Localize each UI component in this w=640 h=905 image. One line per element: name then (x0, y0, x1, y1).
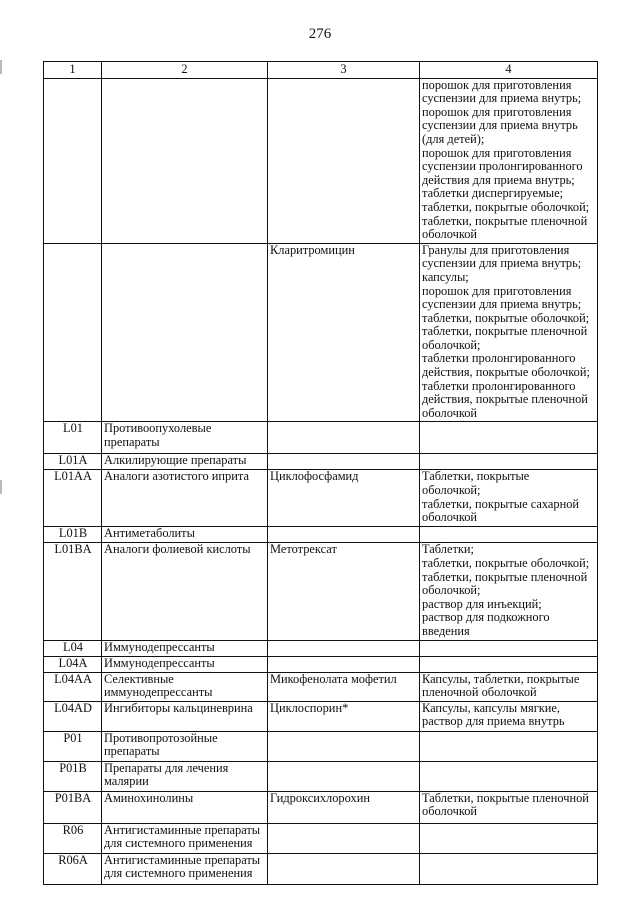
atc-code-cell: R06A (44, 853, 102, 884)
dosage-form-line: Таблетки; (422, 542, 474, 557)
dosage-form-line: действия для приема внутрь; (422, 172, 575, 187)
drug-name-cell: Метотрексат (268, 543, 420, 640)
dosage-form-line: капсулы; (422, 269, 469, 284)
drug-name-cell (268, 761, 420, 791)
group-line: Противопротозойные (104, 730, 218, 745)
table-row (44, 243, 598, 422)
table-row (44, 470, 598, 527)
dosage-form-line: Гранулы для приготовления (422, 242, 570, 257)
group-cell (102, 470, 268, 527)
group-line: малярии (104, 774, 149, 789)
dosage-form-line: оболочкой (422, 227, 478, 242)
dosage-form-line: раствор для подкожного (422, 610, 550, 625)
group-cell (102, 701, 268, 731)
atc-code-cell: L01AA (44, 470, 102, 527)
drug-name-cell: Микофенолата мофетил (268, 672, 420, 701)
header-col-4: 4 (420, 62, 598, 79)
dosage-forms-cell (420, 791, 598, 823)
group-line: Иммунодепрессанты (104, 655, 215, 670)
dosage-form-line: суспензии пролонгированного (422, 159, 583, 174)
atc-code-cell: L04 (44, 640, 102, 656)
group-cell (102, 243, 268, 422)
dosage-form-line: Таблетки, покрытые (422, 469, 530, 484)
dosage-form-line: Таблетки, покрытые пленочной (422, 790, 589, 805)
atc-code-cell: L01A (44, 454, 102, 470)
left-edge-mark-1 (0, 60, 2, 74)
dosage-forms-cell (420, 853, 598, 884)
table-body (44, 78, 598, 884)
group-line: Противоопухолевые (104, 421, 212, 436)
drug-name-cell (268, 731, 420, 761)
dosage-form-line: пленочной оболочкой (422, 685, 537, 700)
atc-code-cell: L01B (44, 527, 102, 543)
atc-code-cell: R06 (44, 823, 102, 853)
group-cell (102, 640, 268, 656)
dosage-form-line: (для детей); (422, 131, 485, 146)
header-col-1: 1 (44, 62, 102, 79)
dosage-form-line: таблетки, покрытые оболочкой; (422, 310, 590, 325)
group-line: Препараты для лечения (104, 760, 229, 775)
group-cell (102, 791, 268, 823)
group-line: Иммунодепрессанты (104, 639, 215, 654)
atc-code-cell: P01 (44, 731, 102, 761)
drug-name-cell (268, 78, 420, 243)
atc-code-cell: L01BA (44, 543, 102, 640)
drug-name-cell (268, 853, 420, 884)
dosage-forms-cell (420, 243, 598, 422)
dosage-forms-cell (420, 761, 598, 791)
dosage-form-line: оболочкой (422, 405, 478, 420)
dosage-form-line: таблетки, покрытые оболочкой; (422, 199, 590, 214)
dosage-forms-cell (420, 422, 598, 454)
atc-code-cell: L04AD (44, 701, 102, 731)
atc-code-cell (44, 78, 102, 243)
group-line: Аналоги фолиевой кислоты (104, 542, 251, 557)
drug-name-cell: Циклоспорин* (268, 701, 420, 731)
drug-table (43, 61, 598, 885)
atc-code-cell: L01 (44, 422, 102, 454)
table-row (44, 853, 598, 884)
dosage-forms-cell (420, 78, 598, 243)
dosage-form-line: оболочкой (422, 510, 478, 525)
group-cell (102, 454, 268, 470)
table-row (44, 543, 598, 640)
drug-name-cell: Кларитромицин (268, 243, 420, 422)
group-cell (102, 761, 268, 791)
dosage-forms-cell (420, 454, 598, 470)
atc-code-cell: P01B (44, 761, 102, 791)
group-cell (102, 731, 268, 761)
dosage-form-line: суспензии для приема внутрь; (422, 256, 582, 271)
drug-name-cell: Гидроксихлорохин (268, 791, 420, 823)
dosage-form-line: таблетки, покрытые пленочной (422, 569, 588, 584)
table-row (44, 640, 598, 656)
group-cell (102, 527, 268, 543)
group-line: для системного применения (104, 836, 253, 851)
dosage-forms-cell (420, 656, 598, 672)
dosage-form-line: таблетки диспергируемые; (422, 186, 564, 201)
table-row (44, 527, 598, 543)
dosage-forms-cell (420, 701, 598, 731)
group-cell (102, 672, 268, 701)
dosage-form-line: раствор для приема внутрь (422, 714, 565, 729)
group-line: Ингибиторы кальциневрина (104, 700, 253, 715)
dosage-form-line: действия, покрытые пленочной (422, 392, 588, 407)
group-line: препараты (104, 744, 160, 759)
group-line: Антигистаминные препараты (104, 852, 261, 867)
group-line: Аминохинолины (104, 790, 194, 805)
dosage-form-line: таблетки, покрытые пленочной (422, 213, 588, 228)
group-cell (102, 823, 268, 853)
dosage-form-line: порошок для приготовления (422, 283, 572, 298)
dosage-forms-cell (420, 470, 598, 527)
dosage-forms-cell (420, 543, 598, 640)
header-col-2: 2 (102, 62, 268, 79)
dosage-form-line: таблетки, покрытые пленочной (422, 324, 588, 339)
group-line: Антиметаболиты (104, 526, 195, 541)
dosage-form-line: оболочкой (422, 804, 478, 819)
dosage-form-line: оболочкой; (422, 583, 481, 598)
dosage-form-line: Капсулы, таблетки, покрытые (422, 671, 580, 686)
group-line: иммунодепрессанты (104, 685, 213, 700)
group-line: Алкилирующие препараты (104, 453, 247, 468)
group-line: Селективные (104, 671, 174, 686)
dosage-forms-cell (420, 823, 598, 853)
dosage-form-line: суспензии для приема внутрь; (422, 297, 582, 312)
dosage-form-line: таблетки пролонгированного (422, 351, 576, 366)
group-line: для системного применения (104, 866, 253, 881)
dosage-form-line: таблетки, покрытые сахарной (422, 496, 580, 511)
table-row (44, 791, 598, 823)
table-row (44, 672, 598, 701)
dosage-forms-cell (420, 731, 598, 761)
drug-name-cell (268, 656, 420, 672)
table-row (44, 78, 598, 243)
dosage-form-line: Капсулы, капсулы мягкие, (422, 700, 561, 715)
table-row (44, 731, 598, 761)
group-cell (102, 543, 268, 640)
dosage-form-line: оболочкой; (422, 483, 481, 498)
drug-name-cell: Циклофосфамид (268, 470, 420, 527)
group-line: Аналоги азотистого иприта (104, 469, 249, 484)
dosage-form-line: суспензии для приема внутрь; (422, 91, 582, 106)
dosage-forms-cell (420, 672, 598, 701)
dosage-form-line: таблетки пролонгированного (422, 378, 576, 393)
dosage-forms-cell (420, 640, 598, 656)
page-number: 276 (308, 26, 332, 42)
dosage-form-line: порошок для приготовления (422, 77, 572, 92)
dosage-form-line: раствор для инъекций; (422, 596, 542, 611)
drug-name-cell (268, 527, 420, 543)
header-col-3: 3 (268, 62, 420, 79)
dosage-form-line: действия, покрытые оболочкой; (422, 365, 590, 380)
group-cell (102, 78, 268, 243)
table-row (44, 761, 598, 791)
drug-name-cell (268, 823, 420, 853)
drug-name-cell (268, 454, 420, 470)
table-header-row (44, 62, 598, 79)
table-row (44, 656, 598, 672)
dosage-form-line: порошок для приготовления (422, 145, 572, 160)
dosage-form-line: таблетки, покрытые оболочкой; (422, 556, 590, 571)
atc-code-cell: L04A (44, 656, 102, 672)
dosage-form-line: оболочкой; (422, 337, 481, 352)
group-cell (102, 656, 268, 672)
atc-code-cell: P01BA (44, 791, 102, 823)
group-cell (102, 853, 268, 884)
dosage-forms-cell (420, 527, 598, 543)
drug-name-cell (268, 640, 420, 656)
left-edge-mark-2 (0, 480, 2, 494)
group-cell (102, 422, 268, 454)
table-row (44, 823, 598, 853)
drug-name-cell (268, 422, 420, 454)
table-row (44, 701, 598, 731)
atc-code-cell: L04AA (44, 672, 102, 701)
table-row (44, 422, 598, 454)
table-row (44, 454, 598, 470)
dosage-form-line: введения (422, 624, 470, 638)
dosage-form-line: суспензии для приема внутрь (422, 118, 578, 133)
atc-code-cell (44, 243, 102, 422)
group-line: препараты (104, 435, 160, 450)
group-line: Антигистаминные препараты (104, 822, 261, 837)
dosage-form-line: порошок для приготовления (422, 104, 572, 119)
